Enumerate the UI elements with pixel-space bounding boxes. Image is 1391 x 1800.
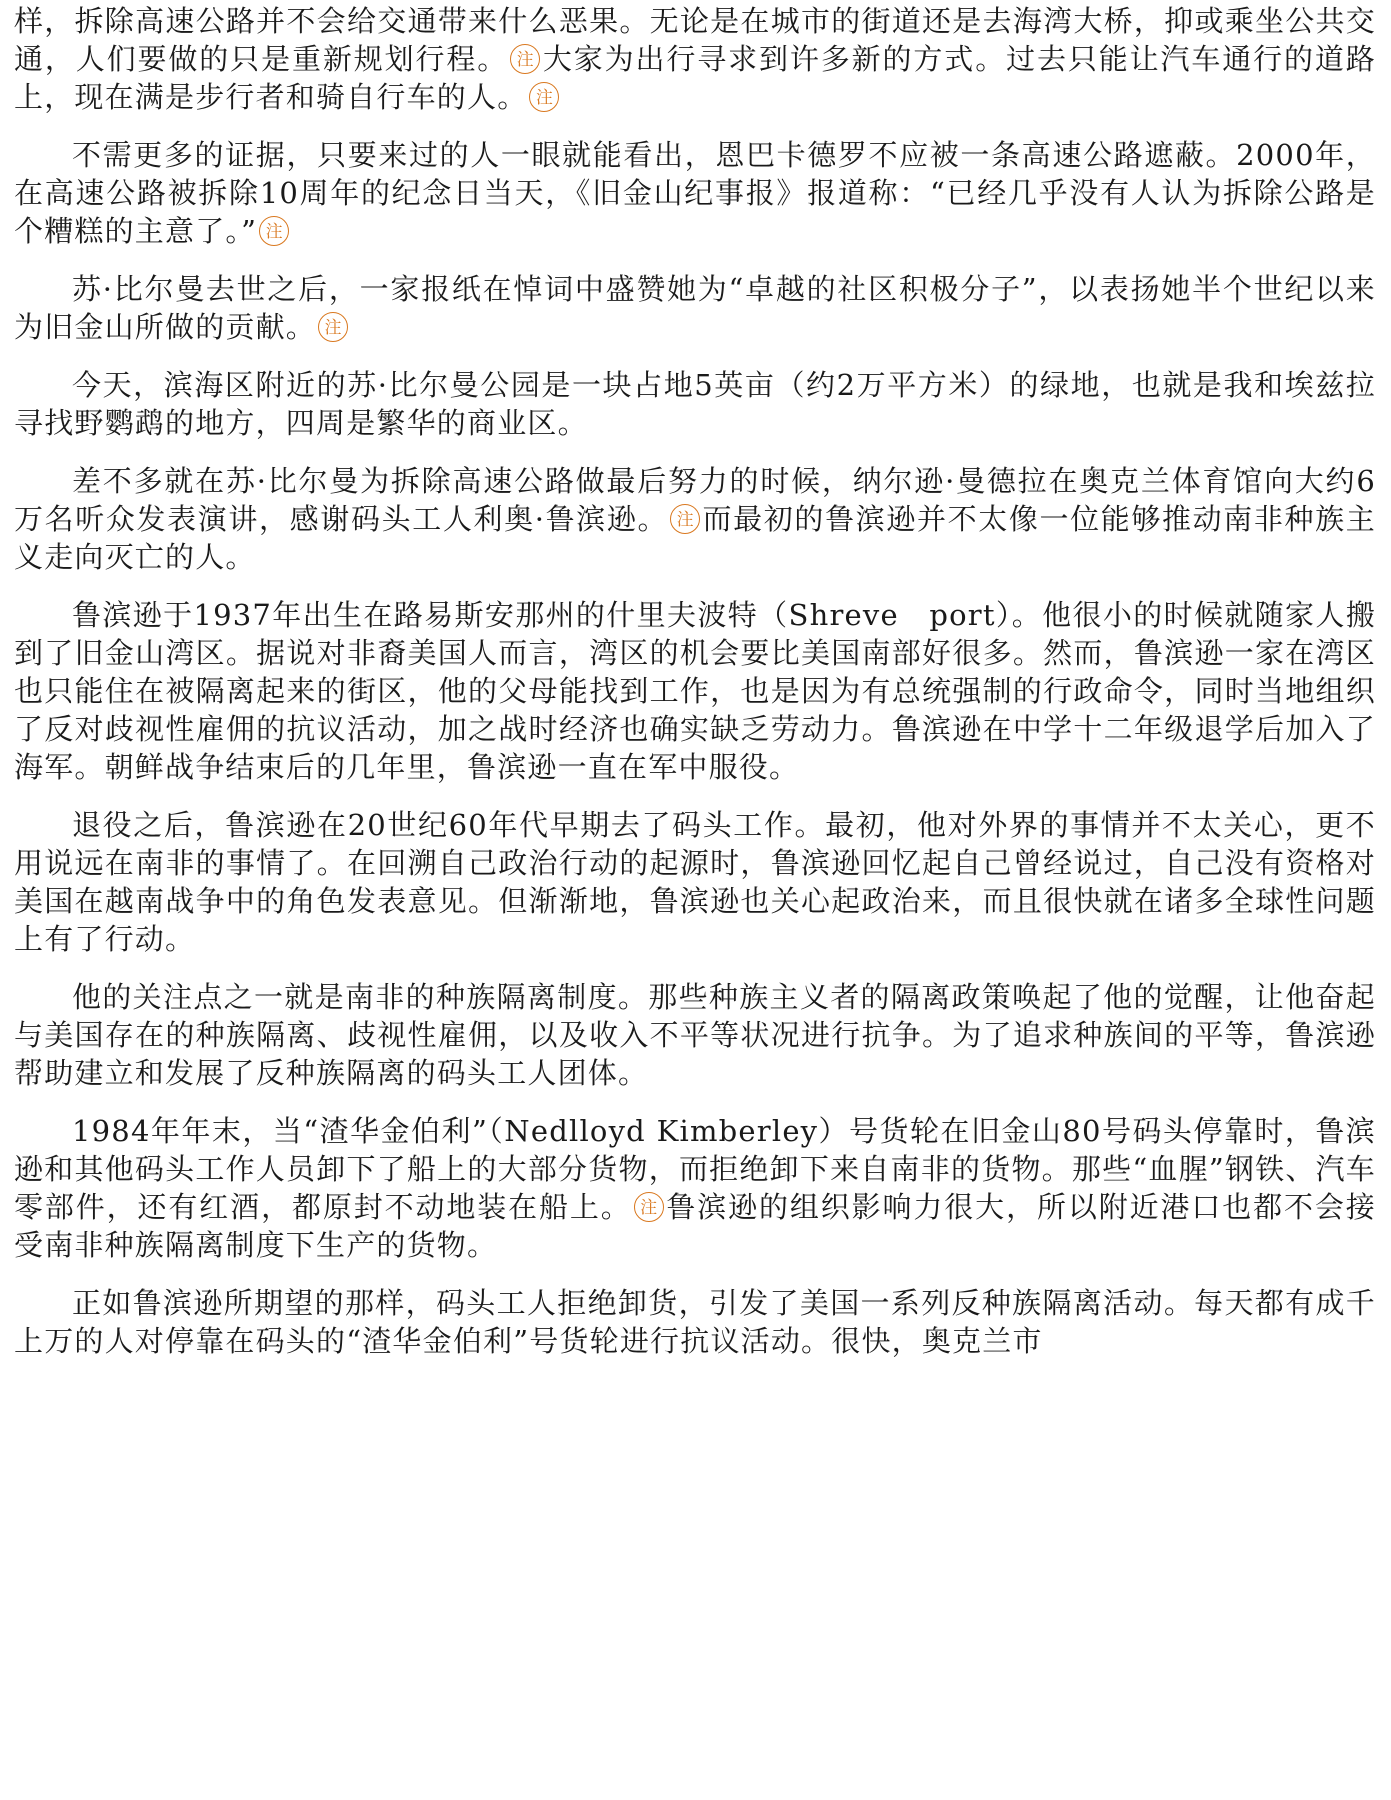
footnote-marker[interactable]: 注 [318, 312, 348, 342]
paragraph [14, 596, 1376, 786]
paragraph-text: 1984年年末，当“渣华金伯利”（Nedlloyd Kimberley）号货轮在旧金山80号码头停靠时，鲁滨逊和其他码头工作人员卸下了船上的大部分货物，而拒绝卸下来自南非的货物。那些“血腥”钢铁、汽车零部件，还有红酒，都原封不动地装在船上。 [14, 1114, 1376, 1224]
paragraph-text: 苏·比尔曼去世之后，一家报纸在悼词中盛赞她为“卓越的社区积极分子”，以表扬她半个世纪以来为旧金山所做的贡献。 [14, 272, 1376, 344]
paragraph-text: 不需更多的证据，只要来过的人一眼就能看出，恩巴卡德罗不应被一条高速公路遮蔽。2000年，在高速公路被拆除10周年的纪念日当天，《旧金山纪事报》报道称：“已经几乎没有人认为拆除公路是个糟糕的主意了。” [14, 138, 1376, 248]
document-page [14, 2, 1376, 1380]
paragraph [14, 1112, 1376, 1264]
paragraph [14, 136, 1376, 250]
paragraph [14, 462, 1376, 576]
paragraph [14, 1284, 1376, 1360]
paragraph [14, 978, 1376, 1092]
paragraph-text: 样，拆除高速公路并不会给交通带来什么恶果。无论是在城市的街道还是去海湾大桥，抑或乘坐公共交通，人们要做的只是重新规划行程。 [14, 4, 1376, 76]
footnote-marker[interactable]: 注 [634, 1192, 664, 1222]
paragraph-text: 退役之后，鲁滨逊在20世纪60年代早期去了码头工作。最初，他对外界的事情并不太关心，更不用说远在南非的事情了。在回溯自己政治行动的起源时，鲁滨逊回忆起自己曾经说过，自己没有资格对美国在越南战争中的角色发表意见。但渐渐地，鲁滨逊也关心起政治来，而且很快就在诸多全球性问题上有了行动。 [14, 808, 1376, 956]
footnote-marker[interactable]: 注 [670, 504, 700, 534]
paragraph-text: 鲁滨逊于1937年出生在路易斯安那州的什里夫波特（Shreve port）。他很小的时候就随家人搬到了旧金山湾区。据说对非裔美国人而言，湾区的机会要比美国南部好很多。然而，鲁滨逊一家在湾区也只能住在被隔离起来的街区，他的父母能找到工作，也是因为有总统强制的行政命令，同时当地组织了反对歧视性雇佣的抗议活动，加之战时经济也确实缺乏劳动力。鲁滨逊在中学十二年级退学后加入了海军。朝鲜战争结束后的几年里，鲁滨逊一直在军中服役。 [14, 598, 1376, 784]
paragraph-text: 鲁滨逊的组织影响力很大，所以附近港口也都不会接受南非种族隔离制度下生产的货物。 [14, 1190, 1376, 1262]
paragraph-text: 大家为出行寻求到许多新的方式。过去只能让汽车通行的道路上，现在满是步行者和骑自行车的人。 [14, 42, 1376, 114]
footnote-marker[interactable]: 注 [510, 44, 540, 74]
paragraph-text: 他的关注点之一就是南非的种族隔离制度。那些种族主义者的隔离政策唤起了他的觉醒，让他奋起与美国存在的种族隔离、歧视性雇佣，以及收入不平等状况进行抗争。为了追求种族间的平等，鲁滨逊帮助建立和发展了反种族隔离的码头工人团体。 [14, 980, 1376, 1090]
paragraph [14, 366, 1376, 442]
paragraph [14, 806, 1376, 958]
paragraph-text: 今天，滨海区附近的苏·比尔曼公园是一块占地5英亩（约2万平方米）的绿地，也就是我和埃兹拉寻找野鹦鹉的地方，四周是繁华的商业区。 [14, 368, 1376, 440]
paragraph [14, 270, 1376, 346]
paragraph [14, 2, 1376, 116]
paragraph-text: 差不多就在苏·比尔曼为拆除高速公路做最后努力的时候，纳尔逊·曼德拉在奥克兰体育馆向大约6万名听众发表演讲，感谢码头工人利奥·鲁滨逊。 [14, 464, 1376, 536]
footnote-marker[interactable]: 注 [529, 82, 559, 112]
footnote-marker[interactable]: 注 [259, 216, 289, 246]
paragraph-text: 正如鲁滨逊所期望的那样，码头工人拒绝卸货，引发了美国一系列反种族隔离活动。每天都有成千上万的人对停靠在码头的“渣华金伯利”号货轮进行抗议活动。很快，奥克兰市 [14, 1286, 1376, 1358]
paragraph-text: 而最初的鲁滨逊并不太像一位能够推动南非种族主义走向灭亡的人。 [14, 502, 1376, 574]
